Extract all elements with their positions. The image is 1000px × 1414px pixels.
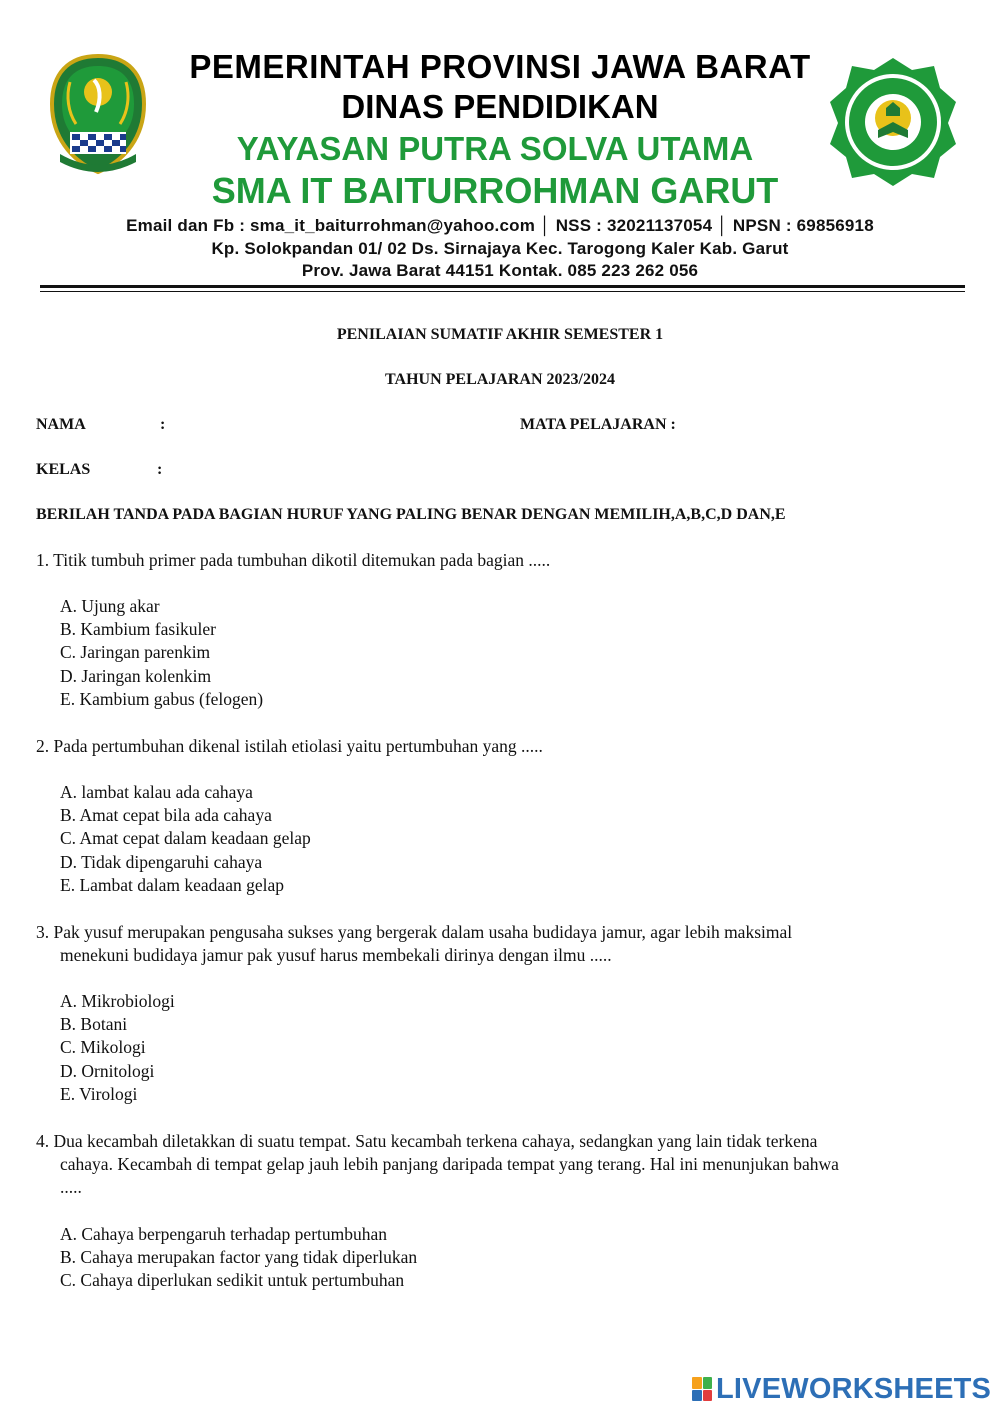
option-a[interactable]: A. Ujung akar [60,596,160,616]
question-4 [36,1130,966,1199]
name-colon: : [160,416,166,433]
option-c[interactable]: C. Jaringan parenkim [60,642,211,663]
option-a[interactable]: A. lambat kalau ada cahaya [60,782,253,802]
option-b[interactable]: B. Botani [60,1014,128,1035]
subject-label: MATA PELAJARAN : [520,416,676,433]
letterhead-government: PEMERINTAH PROVINSI JAWA BARAT [189,48,811,85]
option-e[interactable]: E. Virologi [60,1083,138,1104]
option-e[interactable]: E. Kambium gabus (felogen) [60,688,264,709]
instruction-text: BERILAH TANDA PADA BAGIAN HURUF YANG PALING BENAR DENGAN MEMILIH,A,B,C,D DAN,E [36,506,786,523]
question-text-continued: ..... [60,1177,82,1197]
liveworksheets-icon [692,1377,712,1401]
question-text: 1. Titik tumbuh primer pada tumbuhan dikotil ditemukan pada bagian ..... [36,550,551,570]
option-a[interactable]: A. Cahaya berpengaruh terhadap pertumbuhan [60,1224,388,1244]
options-q1 [60,595,263,711]
letterhead-department: DINAS PENDIDIKAN [341,88,659,125]
option-c[interactable]: C. Mikologi [60,1037,146,1058]
question-text: 3. Pak yusuf merupakan pengusaha sukses yang bergerak dalam usaha budidaya jamur, agar lebih maksimal [36,922,793,942]
option-c[interactable]: C. Cahaya diperlukan sedikit untuk pertumbuhan [60,1270,405,1291]
name-label: NAMA [36,416,86,433]
question-1 [36,549,966,572]
letterhead-contact-line: Email dan Fb : sma_it_baiturrohman@yahoo.com │ NSS : 32021137054 │ NPSN : 69856918 [126,216,874,235]
question-2 [36,735,966,758]
question-text-continued: menekuni budidaya jamur pak yusuf harus membekali dirinya dengan ilmu ..... [60,945,612,965]
option-c[interactable]: C. Amat cepat dalam keadaan gelap [60,828,311,849]
options-q3 [60,990,175,1106]
letterhead-foundation: YAYASAN PUTRA SOLVA UTAMA [236,130,754,167]
letterhead-divider-thin [40,291,965,292]
question-text: 2. Pada pertumbuhan dikenal istilah etiolasi yaitu pertumbuhan yang ..... [36,736,543,756]
exam-title: PENILAIAN SUMATIF AKHIR SEMESTER 1 [336,326,664,343]
option-e[interactable]: E. Lambat dalam keadaan gelap [60,874,284,895]
letterhead-address-line: Kp. Solokpandan 01/ 02 Ds. Sirnajaya Kec. Tarogong Kaler Kab. Garut [211,239,789,258]
letterhead-province-line: Prov. Jawa Barat 44151 Kontak. 085 223 262 056 [301,261,699,280]
letterhead-divider-thick [40,285,965,288]
letterhead-school-name: SMA IT BAITURROHMAN GARUT [211,170,779,211]
option-b[interactable]: B. Kambium fasikuler [60,619,217,640]
options-q2 [60,781,311,897]
question-3 [36,921,966,967]
option-b[interactable]: B. Amat cepat bila ada cahaya [60,805,272,826]
liveworksheets-logo [692,1374,991,1404]
question-text-continued: cahaya. Kecambah di tempat gelap jauh lebih panjang daripada tempat yang terang. Hal ini menunjukan bahwa [60,1154,839,1174]
exam-year: TAHUN PELAJARAN 2023/2024 [385,371,615,388]
liveworksheets-brand: LIVEWORKSHEETS [716,1372,992,1405]
option-b[interactable]: B. Cahaya merupakan factor yang tidak diperlukan [60,1247,418,1268]
option-d[interactable]: D. Ornitologi [60,1060,155,1081]
question-text: 4. Dua kecambah diletakkan di suatu tempat. Satu kecambah terkena cahaya, sedangkan yang lain tidak terkena [36,1131,818,1151]
option-d[interactable]: D. Jaringan kolenkim [60,665,212,686]
class-label: KELAS [36,461,91,478]
option-a[interactable]: A. Mikrobiologi [60,991,175,1011]
options-q4 [60,1223,417,1293]
class-colon: : [157,461,163,478]
option-d[interactable]: D. Tidak dipengaruhi cahaya [60,851,263,872]
